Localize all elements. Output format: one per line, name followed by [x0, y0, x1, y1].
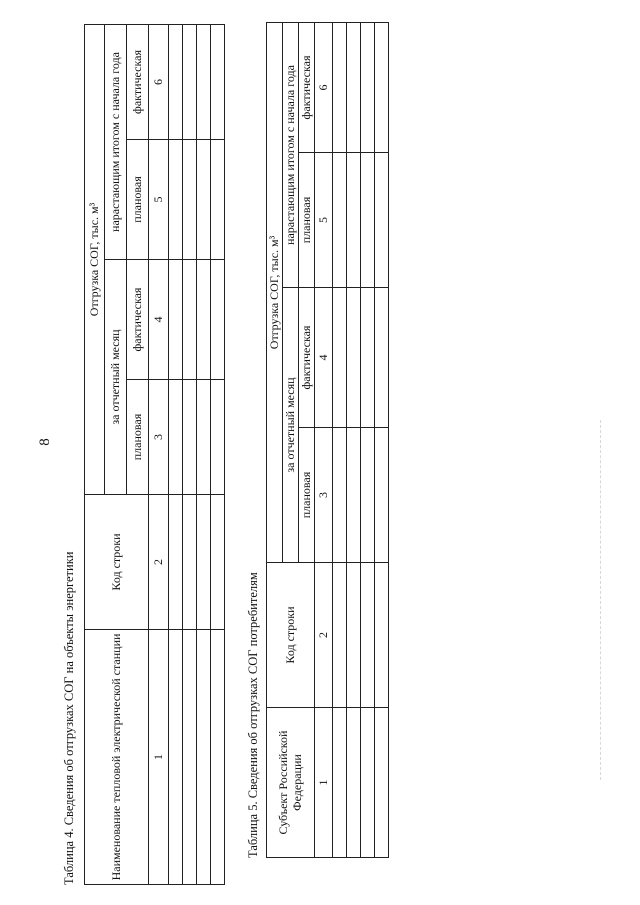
table4-num-1: 1 — [149, 630, 169, 885]
table4 — [84, 24, 225, 885]
table5-num-6: 6 — [315, 22, 333, 152]
table4-header-planned-ytd: плановая — [127, 140, 149, 260]
table5-row — [375, 22, 389, 857]
table4-row — [197, 24, 211, 884]
table5-number-row — [315, 22, 333, 857]
table4-caption: Таблица 4. Сведения об отгрузках СОГ на объекты энергетики — [62, 551, 76, 885]
table4-header-month: за отчетный месяц — [105, 260, 127, 495]
table4-header-actual-month: фактическая — [127, 260, 149, 380]
table4-header-code: Код строки — [85, 495, 149, 630]
table5-header-actual-ytd: фактическая — [299, 22, 315, 152]
table5-header-planned-ytd: плановая — [299, 153, 315, 288]
table4-row — [183, 24, 197, 884]
table5-row — [361, 22, 375, 857]
table4-num-2: 2 — [149, 495, 169, 630]
page-number: 8 — [37, 438, 53, 446]
table4-header-actual-ytd: фактическая — [127, 24, 149, 139]
table5-row — [333, 22, 347, 857]
table4-header-group: Отгрузка СОГ, тыс. м³ — [85, 24, 105, 494]
table5-caption: Таблица 5. Сведения об отгрузках СОГ потребителям — [246, 572, 260, 858]
table4-row — [211, 24, 225, 884]
table4-num-6: 6 — [149, 24, 169, 139]
table4-num-3: 3 — [149, 380, 169, 495]
table5-num-3: 3 — [315, 428, 333, 563]
table5-header-actual-month: фактическая — [299, 288, 315, 428]
scan-artifact — [600, 420, 602, 780]
table4-number-row — [149, 24, 169, 884]
table5-header-code: Код строки — [267, 563, 315, 708]
table5-header-subject: Субъект Российской Федерации — [267, 708, 315, 858]
table5-num-2: 2 — [315, 563, 333, 708]
table4-num-4: 4 — [149, 260, 169, 380]
table4-num-5: 5 — [149, 140, 169, 260]
table4-header-planned-month: плановая — [127, 380, 149, 495]
table5-header-ytd: нарастающим итогом с начала года — [283, 22, 299, 287]
table5-section — [246, 23, 406, 858]
table5-header-group: Отгрузка СОГ, тыс. м³ — [267, 22, 283, 562]
table4-header-name: Наименование тепловой электрической станции — [85, 630, 149, 885]
table5 — [266, 22, 389, 858]
table5-row — [347, 22, 361, 857]
table5-num-5: 5 — [315, 153, 333, 288]
table5-num-4: 4 — [315, 288, 333, 428]
table4-row — [169, 24, 183, 884]
table5-header-planned-month: плановая — [299, 428, 315, 563]
table4-header-ytd: нарастающим итогом с начала года — [105, 24, 127, 259]
table5-header-month: за отчетный месяц — [283, 288, 299, 563]
table4-section — [62, 25, 242, 885]
table5-num-1: 1 — [315, 708, 333, 858]
